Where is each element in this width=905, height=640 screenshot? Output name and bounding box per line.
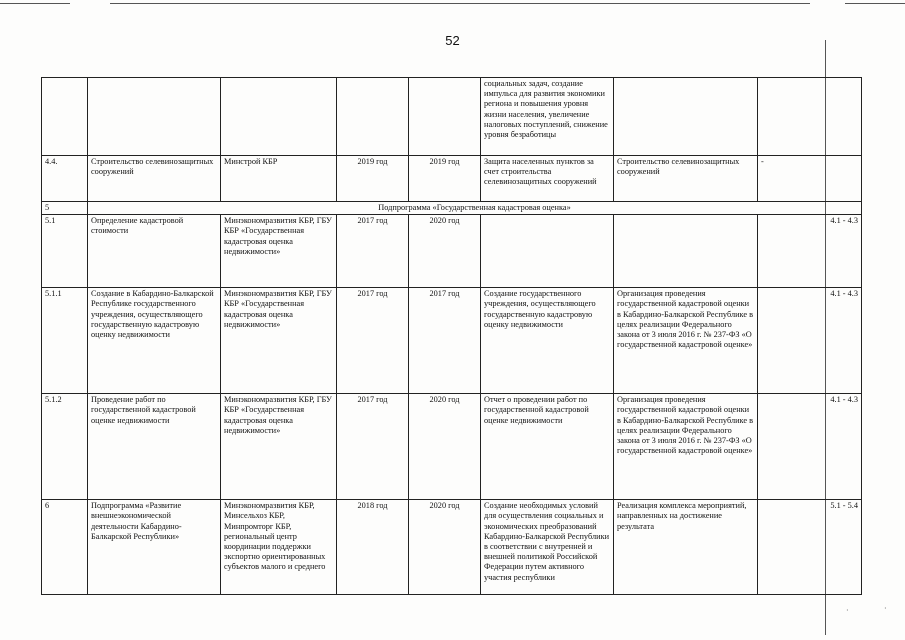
scan-speck: · bbox=[846, 606, 849, 615]
top-rule-main bbox=[110, 3, 810, 4]
cell-num: 5.1.1 bbox=[42, 288, 88, 394]
cell-end: 2017 год bbox=[409, 288, 481, 394]
cell-executor bbox=[221, 78, 337, 156]
cell-start: 2018 год bbox=[337, 500, 409, 595]
table-row-6 bbox=[42, 500, 862, 595]
cell-name: Проведение работ по государственной кадастровой оценке недвижимости bbox=[88, 394, 221, 500]
program-table bbox=[41, 77, 862, 595]
cell-result: Защита населенных пунктов за счет строительства селевинозащитных сооружений bbox=[481, 156, 614, 202]
cell-indicators: 5.1 - 5.4 bbox=[758, 500, 862, 595]
top-rule-right bbox=[845, 3, 905, 4]
cell-result: Создание государственного учреждения, осуществляющего государственную кадастровую оценку недвижимости bbox=[481, 288, 614, 394]
cell-executor: Минэкономразвития КБР, ГБУ КБР «Государственная кадастровая оценка недвижимости» bbox=[221, 215, 337, 288]
top-rule-left bbox=[0, 3, 70, 4]
cell-indicators: 4.1 - 4.3 bbox=[758, 394, 862, 500]
cell-executor: Минэкономразвития КБР, ГБУ КБР «Государственная кадастровая оценка недвижимости» bbox=[221, 288, 337, 394]
cell-result bbox=[481, 215, 614, 288]
cell-direction bbox=[614, 215, 758, 288]
cell-start bbox=[337, 78, 409, 156]
subprogram-heading: Подпрограмма «Государственная кадастровая оценка» bbox=[88, 202, 862, 215]
cell-num: 4.4. bbox=[42, 156, 88, 202]
cell-executor: Минэкономразвития КБР, Минсельхоз КБР, Минпромторг КБР, региональный центр координации поддержки экспортно ориентированных субъектов малого и среднего bbox=[221, 500, 337, 595]
cell-num: 6 bbox=[42, 500, 88, 595]
cell-start: 2019 год bbox=[337, 156, 409, 202]
cell-direction: Организация проведения государственной кадастровой оценки в Кабардино-Балкарской Республике в целях реализации Федерального закона от 3 июля 2016 г. № 237-ФЗ «О государственной кадастровой оценке» bbox=[614, 394, 758, 500]
cell-indicators: 4.1 - 4.3 bbox=[758, 215, 862, 288]
cell-end: 2019 год bbox=[409, 156, 481, 202]
cell-end bbox=[409, 78, 481, 156]
cell-start: 2017 год bbox=[337, 288, 409, 394]
cell-start: 2017 год bbox=[337, 215, 409, 288]
table-row-5-1-2 bbox=[42, 394, 862, 500]
cell-end: 2020 год bbox=[409, 500, 481, 595]
cell-end: 2020 год bbox=[409, 394, 481, 500]
cell-executor: Минстрой КБР bbox=[221, 156, 337, 202]
cell-indicators bbox=[758, 78, 862, 156]
cell-result: социальных задач, создание импульса для развития экономики региона и повышения уровня жизни населения, увеличение налоговых поступлений, снижение уровня безработицы bbox=[481, 78, 614, 156]
cell-direction bbox=[614, 78, 758, 156]
cell-direction: Реализация комплекса мероприятий, направленных на достижение результата bbox=[614, 500, 758, 595]
cell-executor: Минэкономразвития КБР, ГБУ КБР «Государственная кадастровая оценка недвижимости» bbox=[221, 394, 337, 500]
cell-end: 2020 год bbox=[409, 215, 481, 288]
scan-speck: · bbox=[884, 604, 887, 613]
cell-result: Отчет о проведении работ по государственной кадастровой оценке недвижимости bbox=[481, 394, 614, 500]
cell-indicators: 4.1 - 4.3 bbox=[758, 288, 862, 394]
cell-num bbox=[42, 78, 88, 156]
cell-start: 2017 год bbox=[337, 394, 409, 500]
cell-indicators: - bbox=[758, 156, 862, 202]
table-row-5-1-1 bbox=[42, 288, 862, 394]
table-row-5-1 bbox=[42, 215, 862, 288]
table-row-4-4 bbox=[42, 156, 862, 202]
cell-name: Строительство селевинозащитных сооружений bbox=[88, 156, 221, 202]
cell-num: 5.1 bbox=[42, 215, 88, 288]
cell-num: 5.1.2 bbox=[42, 394, 88, 500]
page-number: 52 bbox=[445, 33, 460, 48]
table-row-section-5 bbox=[42, 202, 862, 215]
cell-name: Определение кадастровой стоимости bbox=[88, 215, 221, 288]
cell-direction: Строительство селевинозащитных сооружений bbox=[614, 156, 758, 202]
cell-direction: Организация проведения государственной кадастровой оценки в Кабардино-Балкарской Республике в целях реализации Федерального закона от 3 июля 2016 г. № 237-ФЗ «О государственной кадастровой оценке» bbox=[614, 288, 758, 394]
table-row-continuation bbox=[42, 78, 862, 156]
cell-result: Создание необходимых условий для осуществления социальных и экономических преобразований Кабардино-Балкарской Республики в соответствии с внутренней и внешней политикой Российской Федерации путем активного участия республики bbox=[481, 500, 614, 595]
cell-name: Подпрограмма «Развитие внешнеэкономической деятельности Кабардино-Балкарской Республики» bbox=[88, 500, 221, 595]
cell-name: Создание в Кабардино-Балкарской Республике государственного учреждения, осуществляющего государственную кадастровую оценку недвижимости bbox=[88, 288, 221, 394]
cell-num: 5 bbox=[42, 202, 88, 215]
cell-name bbox=[88, 78, 221, 156]
